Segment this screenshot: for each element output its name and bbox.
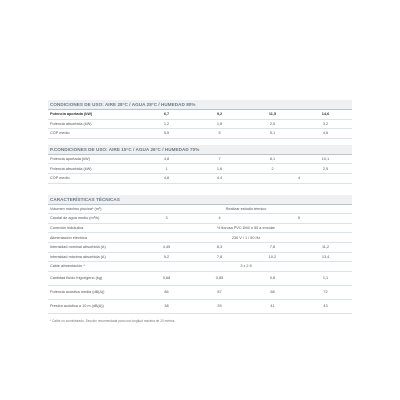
cell-value: 3 <box>140 214 193 224</box>
cell-value: 4,45 <box>140 242 193 252</box>
cell-value: 1,2 <box>140 119 193 129</box>
cell-value: 11,2 <box>299 242 352 252</box>
spec-table <box>48 155 352 184</box>
cell-value: 3 x 2.5 <box>140 262 352 272</box>
row-label: Potencia aportada (kW) <box>48 155 140 164</box>
cell-value: 87 <box>193 285 246 299</box>
cell-value: 0,8 <box>246 271 299 285</box>
cell-value: 2 <box>246 164 299 174</box>
table-row <box>48 262 352 272</box>
cell-value: 1,8 <box>193 119 246 129</box>
cell-value: 5 <box>246 214 352 224</box>
cell-value: ½ tiorosa PVC Ø40 ó 50 a encolar <box>140 223 352 233</box>
cell-value: 4 <box>193 214 246 224</box>
row-label: Volumen máximo piscina* (m³) <box>48 205 140 214</box>
row-label: Alimentación eléctrica <box>48 233 140 243</box>
cell-value: 230 V / 1 / 50 Hz <box>140 233 352 243</box>
cell-value: 43 <box>299 299 352 313</box>
cell-value: 11,5 <box>246 110 299 119</box>
section-technical <box>48 195 352 323</box>
table-row <box>48 214 352 224</box>
cell-value: 3,2 <box>299 119 352 129</box>
cell-value: 2,5 <box>246 119 299 129</box>
table-row <box>48 242 352 252</box>
cell-value: 5 <box>193 129 246 139</box>
row-label: Conexión hidráulica <box>48 223 140 233</box>
table-row <box>48 233 352 243</box>
row-label: Presión acústica a 10 m (dB(A)) <box>48 299 140 313</box>
cell-value: Realizar estudio térmico <box>140 205 352 214</box>
section-header: CARACTERÍSTICAS TÉCNICAS <box>48 195 352 205</box>
row-label: Potencia absorbida (kW) <box>48 164 140 174</box>
cell-value: 5,2 <box>140 252 193 262</box>
spec-document <box>48 100 352 329</box>
table-row <box>48 252 352 262</box>
table-row <box>48 164 352 174</box>
row-label: COP medio <box>48 173 140 183</box>
cell-value: 1 <box>140 164 193 174</box>
cell-value: 13,4 <box>299 252 352 262</box>
table-row <box>48 119 352 129</box>
table-row <box>48 223 352 233</box>
section-header: P.CONDICIONES DE USO: AIRE 15°C / AGUA 26°C / HUMEDAD 70% <box>48 145 352 155</box>
cell-value: 14,6 <box>299 110 352 119</box>
cell-value: 4,8 <box>140 155 193 164</box>
cell-value: 4 <box>246 173 352 183</box>
cell-value: 0,68 <box>140 271 193 285</box>
table-row <box>48 285 352 299</box>
cell-value: 5,1 <box>246 129 299 139</box>
footnote: * Cable no suministrado. Sección recomendada para una longitud máxima de 20 metros. <box>50 318 176 323</box>
table-row <box>48 155 352 164</box>
row-label: Cable alimentación * <box>48 262 140 272</box>
cell-value: 10,1 <box>299 155 352 164</box>
table-row <box>48 173 352 183</box>
cell-value: 1,1 <box>299 271 352 285</box>
table-row <box>48 129 352 139</box>
cell-value: 86 <box>140 285 193 299</box>
cell-value: 8,1 <box>246 155 299 164</box>
cell-value: 68 <box>246 285 299 299</box>
section-conditions-28 <box>48 100 352 139</box>
row-label: Potencia acústica media (dB(A)) <box>48 285 140 299</box>
cell-value: 0,85 <box>193 271 246 285</box>
cell-value: 7,8 <box>246 242 299 252</box>
cell-value: 39 <box>193 299 246 313</box>
table-row <box>48 110 352 119</box>
cell-value: 38 <box>140 299 193 313</box>
cell-value: 8,3 <box>193 242 246 252</box>
cell-value: 7 <box>193 155 246 164</box>
row-label: Cantidad fluido frigorígeno (kg) <box>48 271 140 285</box>
row-label: Intensidad máxima absorbida (A) <box>48 252 140 262</box>
cell-value: 4,8 <box>140 173 193 183</box>
cell-value: 7,8 <box>193 252 246 262</box>
cell-value: 5,5 <box>140 129 193 139</box>
cell-value: 72 <box>299 285 352 299</box>
row-label: Potencia absorbida (kW) <box>48 119 140 129</box>
row-label: Intensidad nominal absorbida (A) <box>48 242 140 252</box>
row-label: Caudal de agua medio (m³/h) <box>48 214 140 224</box>
row-label: COP medio <box>48 129 140 139</box>
cell-value: 4,6 <box>299 129 352 139</box>
table-row <box>48 271 352 285</box>
cell-value: 10,2 <box>246 252 299 262</box>
cell-value: 41 <box>246 299 299 313</box>
spec-table <box>48 205 352 314</box>
cell-value: 9,2 <box>193 110 246 119</box>
spec-table <box>48 110 352 139</box>
section-conditions-15 <box>48 145 352 184</box>
cell-value: 1,6 <box>193 164 246 174</box>
table-row <box>48 205 352 214</box>
row-label: Potencia aportada (kW) <box>48 110 140 119</box>
table-row <box>48 299 352 313</box>
cell-value: 6,7 <box>140 110 193 119</box>
cell-value: 4,4 <box>193 173 246 183</box>
cell-value: 2,5 <box>299 164 352 174</box>
section-header: CONDICIONES DE USO: AIRE 28°C / AGUA 28°C / HUMEDAD 80% <box>48 100 352 110</box>
